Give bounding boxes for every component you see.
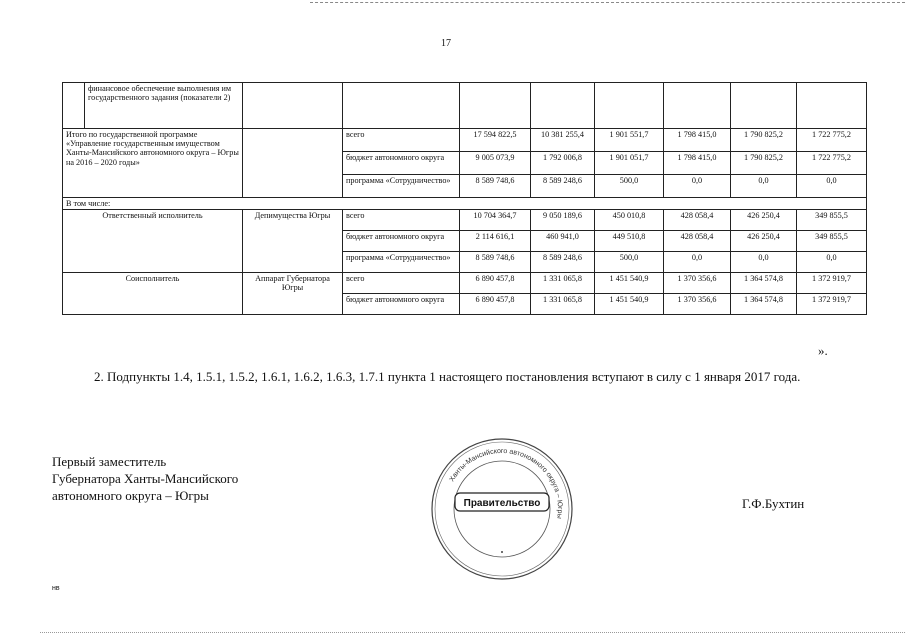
table-cell: 1 901 051,7 bbox=[595, 152, 664, 175]
table-cell: всего bbox=[343, 210, 460, 231]
seal-ring-text: Ханты-Мансийского автономного округа – Югры bbox=[448, 447, 564, 520]
table-cell: 426 250,4 bbox=[731, 210, 797, 231]
table-cell: 1 792 006,8 bbox=[531, 152, 595, 175]
table-cell: 428 058,4 bbox=[664, 210, 731, 231]
table-cell: 0,0 bbox=[731, 175, 797, 198]
table-cell: 1 798 415,0 bbox=[664, 129, 731, 152]
table-cell: 9 050 189,6 bbox=[531, 210, 595, 231]
table-cell: 0,0 bbox=[797, 252, 867, 273]
table-cell: Депимущества Югры bbox=[243, 210, 343, 273]
table-cell: 0,0 bbox=[797, 175, 867, 198]
table-cell: бюджет автономного округа bbox=[343, 152, 460, 175]
table-cell: бюджет автономного округа bbox=[343, 231, 460, 252]
table-cell: 0,0 bbox=[664, 252, 731, 273]
table-cell: Соисполнитель bbox=[63, 273, 243, 315]
table-cell: 8 589 248,6 bbox=[531, 252, 595, 273]
signer-name: Г.Ф.Бухтин bbox=[742, 496, 805, 511]
table-cell: 17 594 822,5 bbox=[460, 129, 531, 152]
page-number: 17 bbox=[441, 38, 451, 49]
table-cell: программа «Сотрудничество» bbox=[343, 175, 460, 198]
table-cell: 450 010,8 bbox=[595, 210, 664, 231]
table-cell: всего bbox=[343, 129, 460, 152]
table-cell: 10 381 255,4 bbox=[531, 129, 595, 152]
table-row bbox=[63, 273, 867, 294]
table-cell: 1 790 825,2 bbox=[731, 152, 797, 175]
table-cell: 1 372 919,7 bbox=[797, 294, 867, 315]
table-cell: 1 798 415,0 bbox=[664, 152, 731, 175]
table-cell: 6 890 457,8 bbox=[460, 273, 531, 294]
table-cell: 460 941,0 bbox=[531, 231, 595, 252]
table-cell: 8 589 748,6 bbox=[460, 252, 531, 273]
clause-paragraph: 2. Подпункты 1.4, 1.5.1, 1.5.2, 1.6.1, 1.6.2, 1.6.3, 1.7.1 пункта 1 настоящего постановления вступают в силу с 1 января 2017 года. bbox=[94, 369, 801, 384]
table-cell: 449 510,8 bbox=[595, 231, 664, 252]
table-cell: всего bbox=[343, 273, 460, 294]
signer-line: автономного округа – Югры bbox=[52, 488, 209, 503]
table-cell: Аппарат Губернатора Югры bbox=[243, 273, 343, 315]
table-cell: 1 722 775,2 bbox=[797, 129, 867, 152]
table-cell: 1 364 574,8 bbox=[731, 294, 797, 315]
table-cell: Итого по государственной программе «Управление государственным имуществом Ханты-Мансийского автономного округа – Югры на 2016 – 2020 годы» bbox=[63, 129, 243, 198]
table-cell: 428 058,4 bbox=[664, 231, 731, 252]
table-row bbox=[63, 210, 867, 231]
table-cell: 1 451 540,9 bbox=[595, 273, 664, 294]
table-cell: 8 589 248,6 bbox=[531, 175, 595, 198]
table-cell: 1 370 356,6 bbox=[664, 294, 731, 315]
signer-line: Губернатора Ханты-Мансийского bbox=[52, 471, 239, 486]
closing-quote: ». bbox=[818, 343, 828, 358]
table-cell: 0,0 bbox=[731, 252, 797, 273]
table-cell: 1 451 540,9 bbox=[595, 294, 664, 315]
table-cell: 426 250,4 bbox=[731, 231, 797, 252]
signer-position bbox=[52, 453, 238, 504]
table-row bbox=[63, 198, 867, 210]
seal-center-text: Правительство bbox=[463, 498, 541, 509]
scan-artifact-top bbox=[310, 2, 905, 3]
table-row bbox=[63, 83, 867, 129]
table-cell: 1 364 574,8 bbox=[731, 273, 797, 294]
including-label: В том числе: bbox=[63, 198, 867, 210]
table-cell: 1 331 065,8 bbox=[531, 273, 595, 294]
official-seal bbox=[427, 434, 577, 584]
table-cell: 10 704 364,7 bbox=[460, 210, 531, 231]
table-cell: 6 890 457,8 bbox=[460, 294, 531, 315]
table-cell: 500,0 bbox=[595, 175, 664, 198]
table-cell bbox=[63, 83, 85, 129]
table-cell: бюджет автономного округа bbox=[343, 294, 460, 315]
table-row bbox=[63, 129, 867, 152]
signer-line: Первый заместитель bbox=[52, 454, 167, 469]
table-cell: 1 370 356,6 bbox=[664, 273, 731, 294]
table-cell: 1 372 919,7 bbox=[797, 273, 867, 294]
table-cell: 8 589 748,6 bbox=[460, 175, 531, 198]
table-cell: 9 005 073,9 bbox=[460, 152, 531, 175]
table-cell: 500,0 bbox=[595, 252, 664, 273]
table-cell: 1 790 825,2 bbox=[731, 129, 797, 152]
table-cell: 1 331 065,8 bbox=[531, 294, 595, 315]
table-cell: 1 722 775,2 bbox=[797, 152, 867, 175]
scan-artifact-bottom bbox=[40, 632, 905, 633]
table-cell: 0,0 bbox=[664, 175, 731, 198]
footer-code: нв bbox=[52, 585, 60, 592]
table-cell: 2 114 616,1 bbox=[460, 231, 531, 252]
table-cell: программа «Сотрудничество» bbox=[343, 252, 460, 273]
budget-table bbox=[62, 82, 867, 315]
table-cell: Ответственный исполнитель bbox=[63, 210, 243, 273]
table-cell: 349 855,5 bbox=[797, 210, 867, 231]
table-cell: финансовое обеспечение выполнения им государственного задания (показатели 2) bbox=[85, 83, 243, 129]
table-cell: 349 855,5 bbox=[797, 231, 867, 252]
table-cell: 1 901 551,7 bbox=[595, 129, 664, 152]
